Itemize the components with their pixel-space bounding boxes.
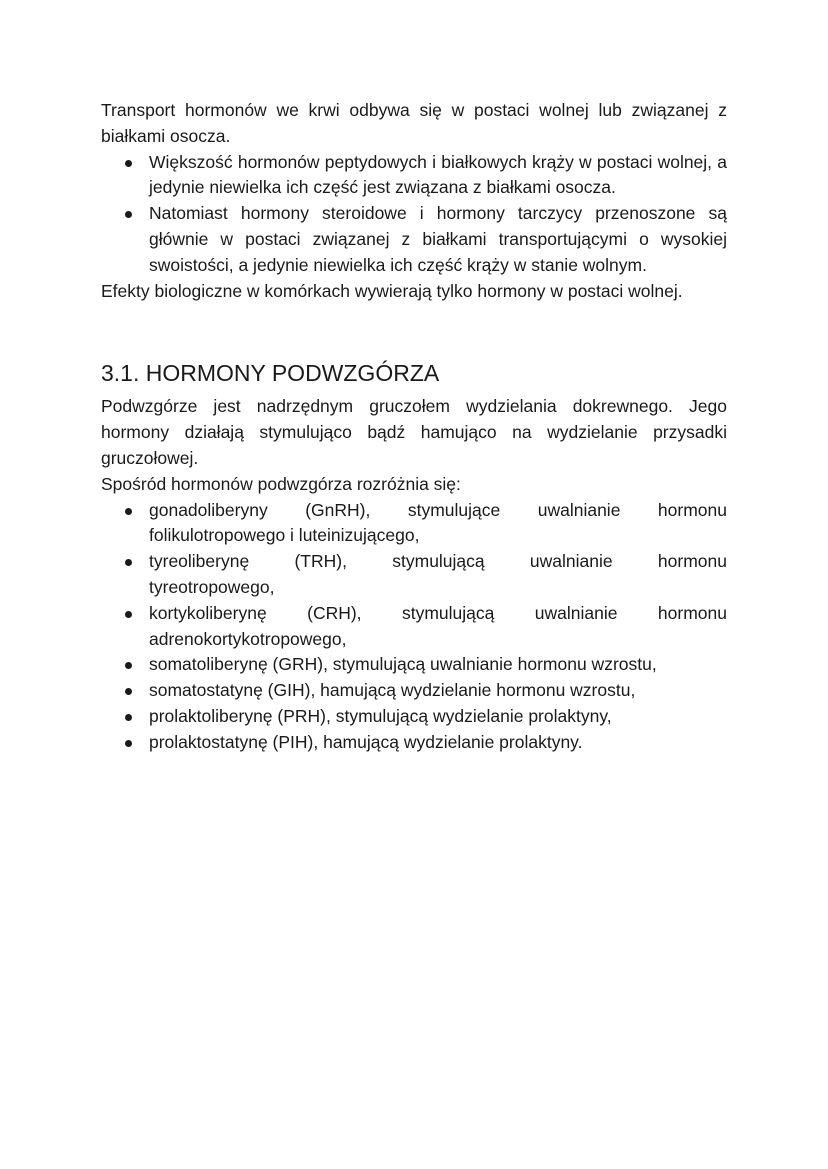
list-item <box>101 652 727 678</box>
list-item <box>101 704 727 730</box>
bullet-icon <box>125 611 132 618</box>
biological-effects-paragraph: Efekty biologiczne w komórkach wywierają tylko hormony w postaci wolnej. <box>101 280 683 301</box>
list-item-line: prolaktoliberynę (PRH), stymulującą wydzielanie prolaktyny, <box>149 705 612 726</box>
page-content <box>101 98 727 756</box>
list-item <box>101 678 727 704</box>
list-item-line: folikulotropowego i luteinizującego, <box>149 525 420 546</box>
list-item-line: adrenokortykotropowego, <box>149 628 347 649</box>
list-item-line: gonadoliberyny (GnRH), stymulujące uwalnianie hormonu <box>149 499 727 520</box>
list-item-line: somatostatynę (GIH), hamującą wydzielanie hormonu wzrostu, <box>149 680 636 701</box>
hypothalamus-paragraph: Podwzgórze jest nadrzędnym gruczołem wydzielania dokrewnego. Jego hormony działają stymulująco bądź hamująco na wydzielanie przysadki gruczołowej. <box>101 396 727 468</box>
bullet-icon <box>125 688 132 695</box>
bullet-icon <box>125 160 132 167</box>
bullet-icon <box>125 559 132 566</box>
list-item <box>101 730 727 756</box>
list-item-text: Natomiast hormony steroidowe i hormony tarczycy przenoszone są głównie w postaci związanej z białkami transportującymi o wysokiej swoistości, a jedynie niewielka ich część krąży w stanie wolnym. <box>149 203 727 275</box>
hormone-bullet-list <box>101 498 727 756</box>
bullet-icon <box>125 508 132 515</box>
list-item-line: tyreoliberynę (TRH), stymulującą uwalnianie hormonu <box>149 551 727 572</box>
list-item <box>101 150 727 202</box>
list-item <box>101 549 727 601</box>
list-item-text: Większość hormonów peptydowych i białkowych krąży w postaci wolnej, a jedynie niewielka ich część jest związana z białkami osocza. <box>149 151 727 198</box>
list-item <box>101 601 727 653</box>
transport-paragraph: Transport hormonów we krwi odbywa się w postaci wolnej lub związanej z białkami osocza. <box>101 100 727 146</box>
list-item-line: somatoliberynę (GRH), stymulującą uwalnianie hormonu wzrostu, <box>149 654 657 675</box>
transport-bullet-list <box>101 150 727 279</box>
list-item-line: tyreotropowego, <box>149 576 275 597</box>
list-item-line: kortykoliberynę (CRH), stymulującą uwalnianie hormonu <box>149 602 727 623</box>
hormones-intro-paragraph: Spośród hormonów podwzgórza rozróżnia się: <box>101 473 461 494</box>
bullet-icon <box>125 211 132 218</box>
section-heading: 3.1. HORMONY PODWZGÓRZA <box>101 360 440 387</box>
bullet-icon <box>125 662 132 669</box>
list-item-line: prolaktostatynę (PIH), hamującą wydzielanie prolaktyny. <box>149 731 583 752</box>
list-item <box>101 498 727 550</box>
bullet-icon <box>125 740 132 747</box>
list-item <box>101 201 727 278</box>
bullet-icon <box>125 714 132 721</box>
